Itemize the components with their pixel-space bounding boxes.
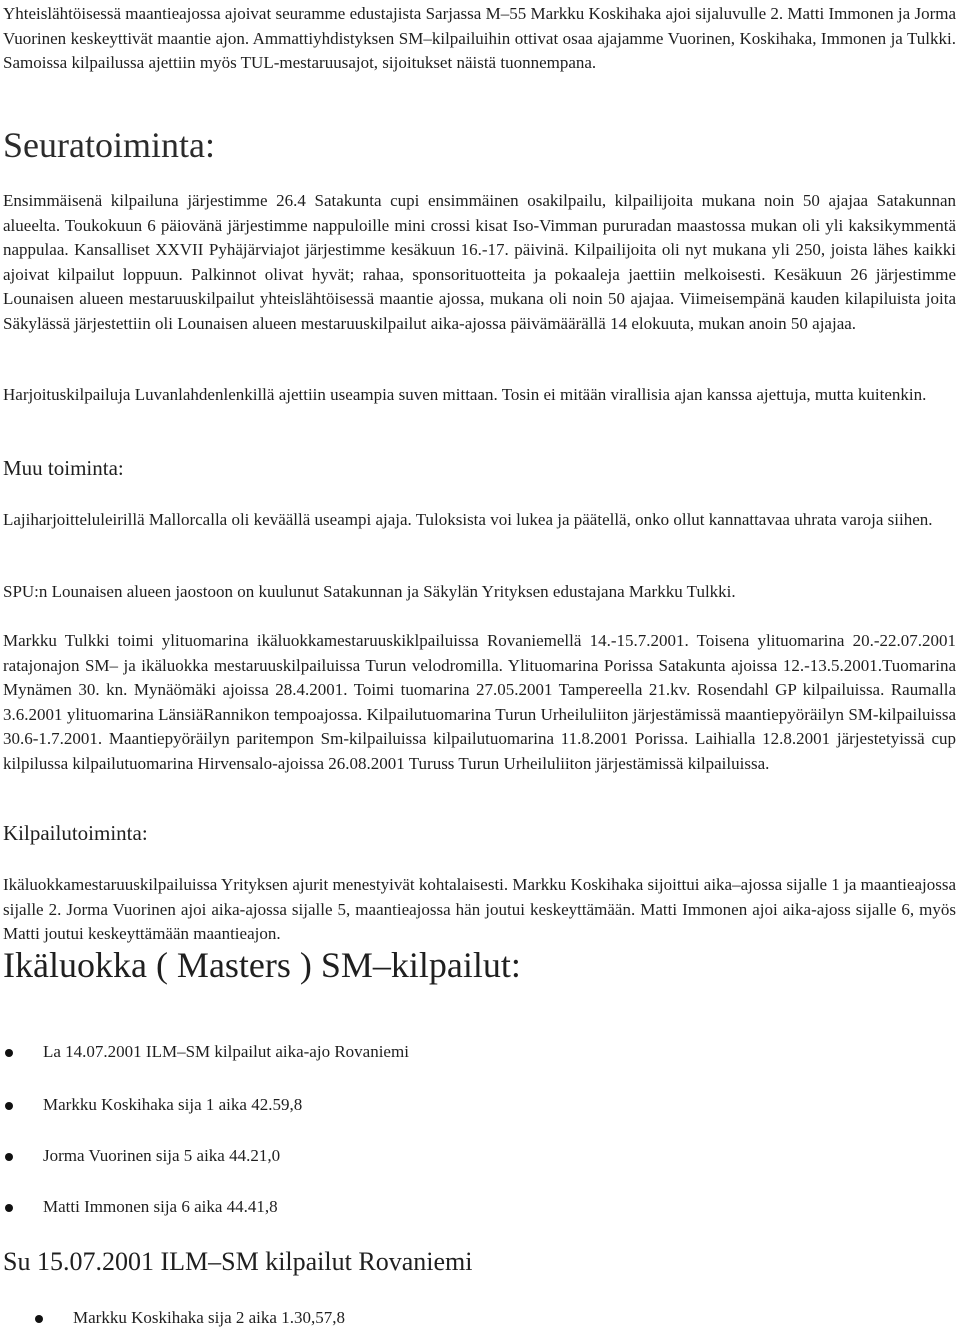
heading-muu-toiminta: Muu toiminta: — [3, 456, 124, 480]
bullet-icon — [5, 1049, 13, 1057]
heading-ikaluokka-masters: Ikäluokka ( Masters ) SM–kilpailut: — [3, 945, 521, 985]
list-item-text: Markku Koskihaka sija 1 aika 42.59,8 — [43, 1095, 303, 1114]
heading-kilpailutoiminta: Kilpailutoiminta: — [3, 821, 148, 845]
heading-su-15-07-2001: Su 15.07.2001 ILM–SM kilpailut Rovaniemi — [3, 1247, 473, 1276]
muu-paragraph-3: Markku Tulkki toimi ylituomarina ikäluokkamestaruuskiklpailuissa Rovaniemellä 14.-15.7.2001. Toisena ylituomarina 20.-22.07.2001 ratajonajon SM– ja ikäluokka mestaruuskilpailuissa Turun velodromilla. Ylituomarina Porissa Satakunta ajoissa 12.-13.5.2001.Tuomarina Mynämen 30. kn. Mynäömäki ajoissa 28.4.2001. Toimi tuomarina 27.05.2001 Tampereella 21.kv. Rosendahl GP kilpailuissa. Raumalla 3.6.2001 ylituomarina LänsiäRannikon tempoajossa. Kilpailutuomarina Turun Urheiluliiton järjestämissä maantiepyöräilyn SM-kilpailuissa 30.6-1.7.2001. Maantiepyöräilyn paritempon Sm-kilpailuissa kilpailutuomarina 11.8.2001 Porissa. Laihialla 12.8.2001 järjestetyissä cup kilpilussa kilpailutuomarina Hirvensalo-ajoissa 26.08.2001 Turuss Turun Urheiluliiton järjestämissä kilpailuissa. — [3, 631, 956, 773]
bullet-icon — [5, 1153, 13, 1161]
bullet-icon — [5, 1204, 13, 1212]
muu-paragraph-2: SPU:n Lounaisen alueen jaostoon on kuulunut Satakunnan ja Säkylän Yrityksen edustajana Markku Tulkki. — [3, 582, 736, 601]
muu-paragraph-1: Lajiharjoitteluleirillä Mallorcalla oli keväällä useampi ajaja. Tuloksista voi lukea ja päätellä, onko ollut kannattavaa uhrata varoja siihen. — [3, 510, 933, 529]
bullet-icon — [5, 1102, 13, 1110]
intro-paragraph: Yhteislähtöisessä maantieajossa ajoivat seuramme edustajista Sarjassa M–55 Markku Koskihaka ajoi sijaluvulle 2. Matti Immonen ja Jorma Vuorinen keskeyttivät maantie ajon. Ammattiyhdistyksen SM–kilpailuihin ottivat osaa ajajamme Vuorinen, Koskihaka, Immonen ja Tulkki. Samoissa kilpailussa ajettiin myös TUL-mestaruusajot, sijoitukset näistä tuonnempana. — [3, 4, 956, 72]
list-item-text: Markku Koskihaka sija 2 aika 1.30,57,8 — [73, 1308, 345, 1327]
bullet-icon — [35, 1315, 43, 1323]
kilpailutoiminta-paragraph: Ikäluokkamestaruuskilpailuissa Yrityksen ajurit menestyivät kohtalaisesti. Markku Koskihaka sijoittui aika–ajossa sijalle 1 ja maantieajossa sijalle 2. Jorma Vuorinen ajoi aika-ajossa sijalle 5, maantieajossa hän joutui keskeyttämään. Matti Immonen ajoi aika-ajoss sijalle 6, myös Matti joutui keskeyttämään maantieajon. — [3, 875, 956, 943]
list-item-text: La 14.07.2001 ILM–SM kilpailut aika-ajo Rovaniemi — [43, 1042, 409, 1061]
seuratoiminta-paragraph-1: Ensimmäisenä kilpailuna järjestimme 26.4 Satakunta cupi ensimmäinen osakilpailu, kilpailijoita mukana noin 50 ajajaa Satakunnan alueelta. Toukokuun 6 päiovänä järjestimme nappuloille mini crossi kisat Iso-Vimman pururadan maastossa mukan oli yli kaksikymmentä nappulaa. Kansalliset XXVII Pyhäjärviajot järjestimme kesäkuun 16.-17. päivinä. Kilpailijoita oli nyt mukana yli 250, joista lähes kaikki ajoivat kilpailut loppuun. Palkinnot olivat hyvät; rahaa, sponsorituotteita ja pokaaleja jaettiin melkoisesti. Kesäkuun 26 järjestimme Lounaisen alueen mestaruuskilpailut yhteislähtöisessä maantie ajossa, mukana oli noin 50 ajajaa. Viimeisempänä kauden kilapiluista joita Säkylässä järjestettiin oli Lounaisen alueen mestaruuskilpailut aika-ajossa päivämäärällä 14 elokuuta, mukan anoin 50 ajajaa. — [3, 191, 956, 333]
heading-seuratoiminta: Seuratoiminta: — [3, 125, 215, 165]
seuratoiminta-paragraph-2: Harjoituskilpailuja Luvanlahdenlenkillä ajettiin useampia suven mittaan. Tosin ei mitään virallisia ajan kanssa ajettuja, mutta kuitenkin. — [3, 385, 927, 404]
list-item-text: Matti Immonen sija 6 aika 44.41,8 — [43, 1197, 278, 1216]
list-item-text: Jorma Vuorinen sija 5 aika 44.21,0 — [43, 1146, 281, 1165]
